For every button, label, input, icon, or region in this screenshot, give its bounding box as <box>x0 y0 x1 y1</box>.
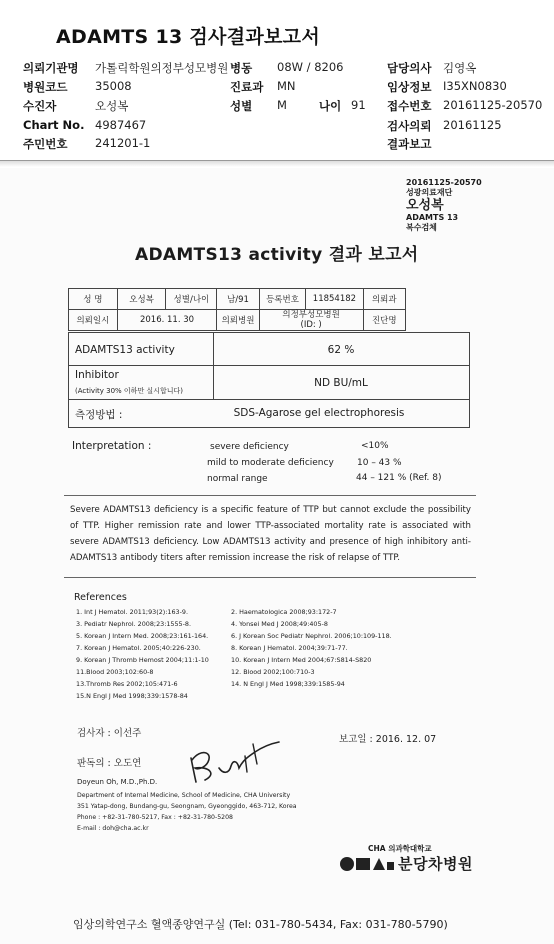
label-sex: 성별 <box>230 99 253 113</box>
result-report-title: ADAMTS13 activity 결과 보고서 <box>135 245 419 265</box>
scanned-report-sheet <box>0 168 554 944</box>
handwritten-signature <box>183 738 293 786</box>
reference-item: 2. Haematologica 2008;93:172-7 <box>231 608 337 616</box>
reference-item: 5. Korean J Intern Med. 2008;23:161-164. <box>76 632 209 640</box>
label-requesting-institution: 의뢰기관명 <box>23 61 79 75</box>
cell-sex-age-value: 남/91 <box>217 289 259 310</box>
doctor-email: E-mail : doh@cha.ac.kr <box>77 825 149 832</box>
cell-diagnosis-label: 진단명 <box>363 310 405 331</box>
reference-item: 10. Korean J Intern Med 2004;67:S814-S820 <box>231 656 372 664</box>
reference-item: 7. Korean J Hematol. 2005;40:226-230. <box>76 644 201 652</box>
interp-severe-level: severe deficiency <box>210 442 289 452</box>
report-title: ADAMTS 13 검사결과보고서 <box>56 26 320 48</box>
stamp-patient-name: 오성복 <box>406 198 444 213</box>
reference-item: 12. Blood 2002;100:710-3 <box>231 668 315 676</box>
cell-reg-no-label: 등록번호 <box>259 289 306 310</box>
label-request-date: 검사의뢰 <box>387 119 432 133</box>
doctor-department: Department of Internal Medicine, School of Medicine, CHA University <box>77 792 291 799</box>
inhibitor-value: ND BU/mL <box>314 377 368 389</box>
clinical-comment: Severe ADAMTS13 deficiency is a specific feature of TTP but cannot exclude the possibility of TTP. Higher remission rate and lower TTP-associated mortality rate is associated with severe ADAMTS13 deficiency. Low ADAMTS13 activity and presence of high inhibitory anti-ADAMTS13 antibody titers after remission increase the risk of relapse of TTP. <box>70 505 471 563</box>
label-patient: 수진자 <box>23 99 57 113</box>
examiner-name: 검사자 : 이선주 <box>77 728 142 739</box>
value-chart-no: 4987467 <box>95 118 147 132</box>
reference-item: 15.N Engl J Med 1998;339:1578-84 <box>76 692 188 700</box>
interp-normal-range: 44 – 121 % (Ref. 8) <box>356 473 442 483</box>
stamp-test-name: ADAMTS 13 <box>406 213 459 222</box>
report-date: 보고일 : 2016. 12. 07 <box>339 734 437 745</box>
label-receipt-no: 접수번호 <box>387 99 432 113</box>
label-hospital-code: 병원코드 <box>23 80 68 94</box>
value-hospital-code: 35008 <box>95 79 132 93</box>
specimen-stamp <box>406 178 482 233</box>
inhibitor-row <box>68 366 470 400</box>
hospital-name: 의정부성모병원 <box>282 310 340 320</box>
stamp-receipt-no: 20161125-20570 <box>406 178 482 187</box>
value-department: MN <box>277 79 296 93</box>
inhibitor-label: Inhibitor <box>75 369 119 381</box>
value-request-date: 20161125 <box>443 118 502 132</box>
cell-request-date-label: 의뢰일시 <box>69 310 118 331</box>
reference-item: 11.Blood 2003;102:60-8 <box>76 668 154 676</box>
cell-request-dept-label: 의뢰과 <box>363 289 405 310</box>
cell-name-value: 오성복 <box>117 289 166 310</box>
stamp-lab-name: 성광의료재단 <box>406 188 453 197</box>
doctor-name: Doyeun Oh, M.D.,Ph.D. <box>77 778 158 786</box>
value-ward: 08W / 8206 <box>277 60 344 74</box>
value-clinical-info: I35XN0830 <box>443 79 507 93</box>
header-row-4 <box>0 118 554 135</box>
header-row-1 <box>0 60 554 77</box>
activity-row <box>68 332 470 366</box>
reference-item: 14. N Engl J Med 1998;339:1585-94 <box>231 680 345 688</box>
label-ward: 병동 <box>230 61 253 75</box>
hospital-id: (ID: ) <box>300 320 322 330</box>
lab-contact-footer: 임상의학연구소 혈액종양연구실 (Tel: 031-780-5434, Fax: 031-780-5790) <box>73 918 448 931</box>
method-value: SDS-Agarose gel electrophoresis <box>233 407 405 419</box>
value-age: 91 <box>351 98 366 112</box>
cell-request-hospital-value <box>259 310 363 331</box>
reference-item: 6. J Korean Soc Pediatr Nephrol. 2006;10:109-118. <box>231 632 392 640</box>
value-receipt-no: 20161125-20570 <box>443 98 543 112</box>
cell-name-label: 성 명 <box>69 289 118 310</box>
value-requesting-institution: 가톨릭학원의정부성모병원 <box>95 61 229 75</box>
value-doctor: 김영옥 <box>443 61 477 75</box>
inhibitor-note: (Activity 30% 이하만 실시합니다) <box>75 387 183 395</box>
header-shadow <box>0 161 554 167</box>
label-age: 나이 <box>319 99 342 113</box>
method-row <box>68 400 470 428</box>
cha-logo-icon <box>339 856 395 872</box>
cell-request-date-value: 2016. 11. 30 <box>117 310 217 331</box>
table-row <box>69 310 406 331</box>
activity-label: ADAMTS13 activity <box>75 344 175 356</box>
report-header <box>0 0 554 158</box>
doctor-address: 351 Yatap-dong, Bundang-gu, Seongnam, Gyeonggido, 463-712, Korea <box>77 803 297 810</box>
header-row-2 <box>0 79 554 96</box>
reference-item: 9. Korean J Thromb Hemost 2004;11:1-10 <box>76 656 209 664</box>
cell-reg-no-value: 11854182 <box>306 289 363 310</box>
references-title: References <box>74 592 127 603</box>
interpretation-label: Interpretation : <box>72 440 152 452</box>
interp-severe-range: <10% <box>361 441 389 451</box>
interp-mild-level: mild to moderate deficiency <box>207 458 334 468</box>
label-clinical-info: 임상정보 <box>387 80 432 94</box>
hospital-logo-text: 분당차병원 <box>398 855 473 873</box>
university-name: CHA 의과학대학교 <box>368 844 432 853</box>
doctor-phone: Phone : +82-31-780-5217, Fax : +82-31-780-5208 <box>77 814 233 821</box>
table-row <box>69 289 406 310</box>
cell-request-hospital-label: 의뢰병원 <box>217 310 259 331</box>
label-chart-no: Chart No. <box>23 118 85 132</box>
value-sex: M <box>277 98 287 112</box>
activity-value: 62 % <box>327 344 355 356</box>
paragraph-top-rule <box>64 495 476 496</box>
reference-item: 4. Yonsei Med J 2008;49:405-8 <box>231 620 328 628</box>
reference-item: 3. Pediatr Nephrol. 2008;23:1555-8. <box>76 620 192 628</box>
reading-doctor: 판독의 : 오도연 <box>77 758 142 769</box>
value-resident-no: 241201-1 <box>95 136 151 150</box>
patient-info-table <box>68 288 406 331</box>
reference-item: 13.Thromb Res 2002;105:471-6 <box>76 680 178 688</box>
label-resident-no: 주민번호 <box>23 137 68 151</box>
interp-normal-level: normal range <box>207 474 268 484</box>
paragraph-bottom-rule <box>64 577 476 578</box>
label-department: 진료과 <box>230 80 264 94</box>
reference-item: 1. Int J Hematol. 2011;93(2):163-9. <box>76 608 189 616</box>
header-row-5 <box>0 136 554 153</box>
stamp-specimen: 복수검체 <box>406 223 437 232</box>
interp-mild-range: 10 – 43 % <box>357 458 402 468</box>
reference-item: 8. Korean J Hematol. 2004;39:71-77. <box>231 644 348 652</box>
header-row-3 <box>0 98 554 115</box>
cell-sex-age-label: 성별/나이 <box>166 289 217 310</box>
label-result-report: 결과보고 <box>387 137 432 151</box>
value-patient: 오성복 <box>95 99 129 113</box>
label-doctor: 담당의사 <box>387 61 432 75</box>
method-label: 측정방법 : <box>75 409 123 421</box>
